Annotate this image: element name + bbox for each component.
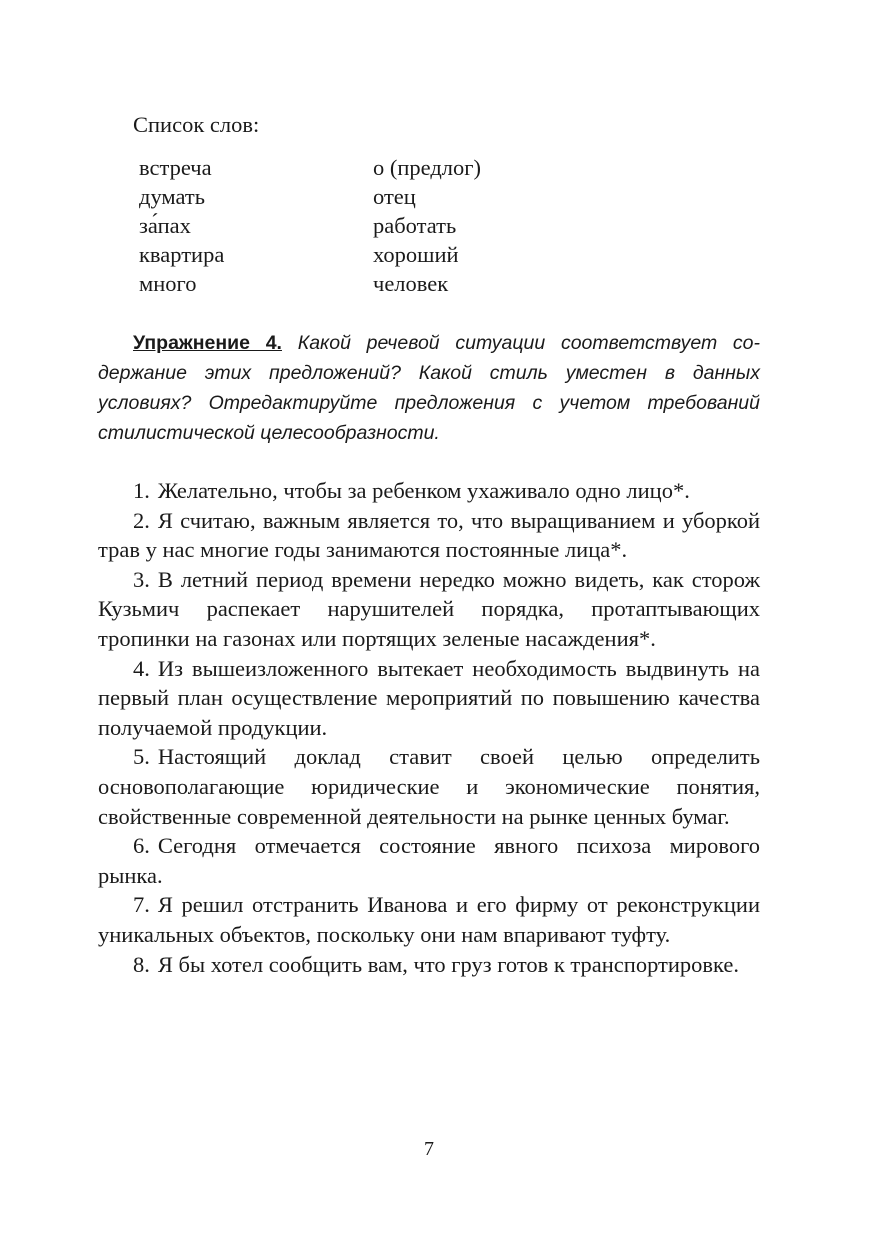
word-list-item: отец: [373, 184, 416, 209]
sentence-text: Из вышеизложенного вытекает необходимость выдвинуть на первый план осуществление мероприятий по повышению качества получаемой продукции.: [98, 655, 760, 740]
sentence-item: [98, 890, 760, 949]
sentence-item: [98, 742, 760, 831]
exercise-label: Упражнение 4.: [133, 332, 282, 354]
sentence-item: [98, 654, 760, 743]
sentence-number: 3.: [133, 566, 150, 592]
word-list-item: встреча: [139, 155, 212, 180]
word-list-item: думать: [139, 184, 205, 209]
sentence-text: В летний период времени нередко можно видеть, как сторож Кузьмич распекает нарушителей порядка, протаптывающих тропинки на газонах или портящих зеленые насаждения*.: [98, 566, 760, 651]
word-list-item: квартира: [139, 242, 225, 267]
page-number: 7: [424, 1138, 434, 1160]
sentence-item: [98, 506, 760, 565]
word-list-item: много: [139, 271, 197, 296]
word-list-left-column: [139, 153, 224, 298]
sentence-number: 6.: [133, 833, 150, 859]
word-list-item: хороший: [373, 242, 459, 267]
sentence-number: 5.: [133, 744, 150, 770]
sentence-number: 4.: [133, 655, 150, 681]
exercise-text: Какой речевой ситуации соответствует содержание этих предложений? Какой стиль уместен в данных условиях? Отредактируйте предложения с учетом требований стилистической целесообразности.: [98, 332, 761, 444]
word-list-right-column: [373, 153, 481, 298]
sentence-number: 7.: [133, 892, 150, 918]
word-list-item: человек: [373, 271, 449, 296]
sentence-text: Сегодня отмечается состояние явного психоза мирового рынка.: [98, 833, 760, 888]
word-list-item: за́пах: [139, 213, 191, 238]
sentence-item: [98, 831, 760, 890]
word-list-heading: Список слов:: [133, 112, 260, 137]
sentence-text: Желательно, чтобы за ребенком ухаживало одно лицо*.: [157, 478, 690, 503]
sentence-item: [98, 950, 760, 980]
word-list-item: работать: [373, 213, 457, 238]
sentence-number: 8.: [133, 951, 150, 977]
sentence-item: [98, 476, 760, 506]
sentence-number: 1.: [133, 478, 150, 503]
sentence-text: Я бы хотел сообщить вам, что груз готов к транспортировке.: [157, 951, 740, 977]
sentence-text: Я считаю, важным является то, что выращиванием и уборкой трав у нас многие годы занимаются постоянные лица*.: [98, 507, 760, 563]
sentence-list: [98, 476, 760, 979]
sentence-item: [98, 565, 760, 654]
sentence-text: Я решил отстранить Иванова и его фирму от реконструкции уникальных объектов, поскольку они нам впаривают туфту.: [98, 892, 760, 947]
exercise-instruction: [98, 328, 760, 448]
sentence-number: 2.: [133, 507, 150, 533]
word-list-item: о (предлог): [373, 155, 481, 180]
sentence-text: Настоящий доклад ставит своей целью определить основополагающие юридические и экономические понятия, свойственные современной деятельности на рынке ценных бумаг.: [98, 744, 760, 829]
